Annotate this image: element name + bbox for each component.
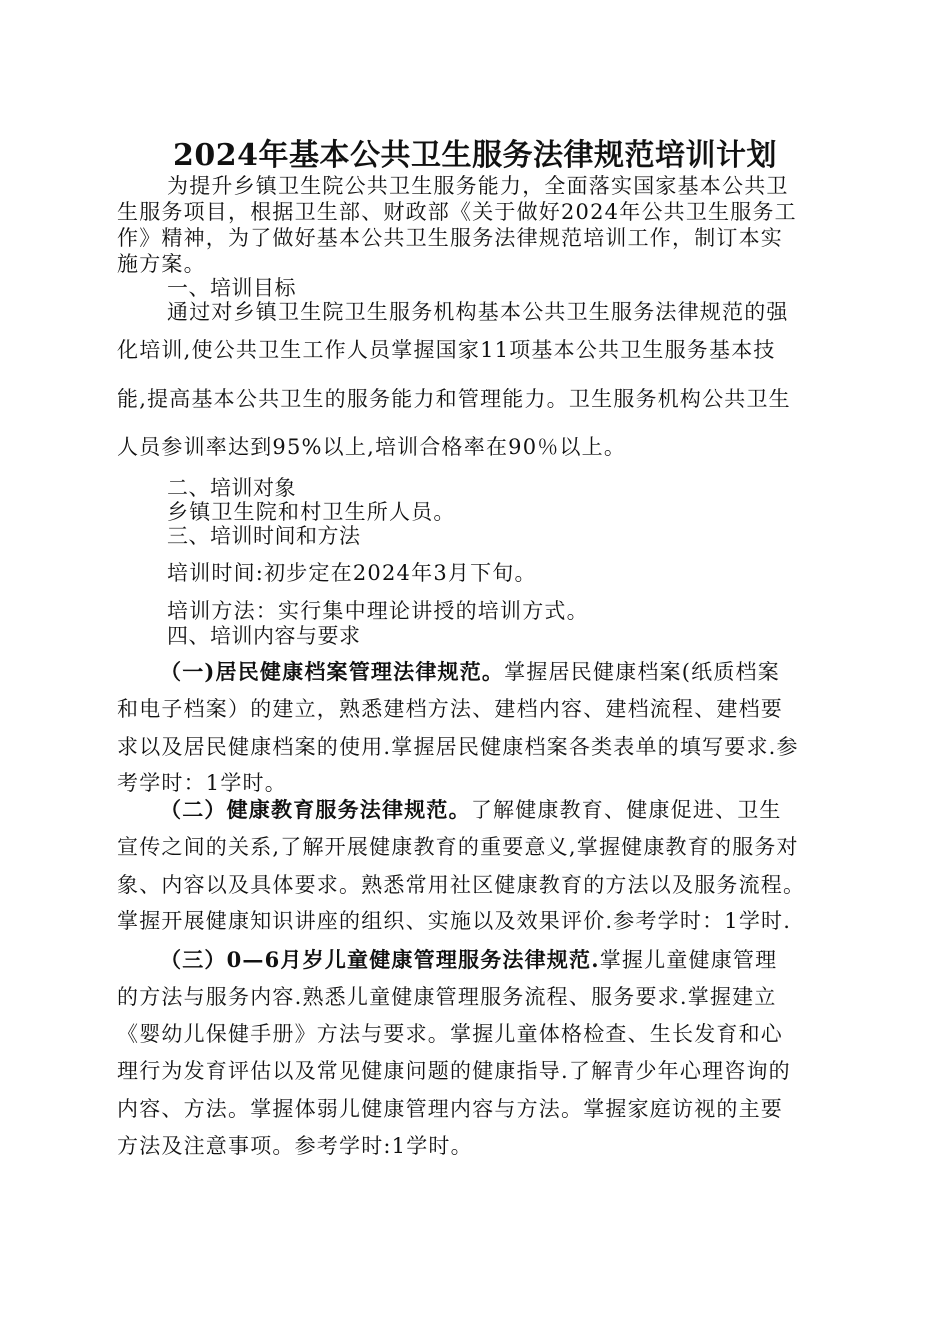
paragraph-line: 《婴幼儿保健手册》方法与要求。掌握儿童体格检查、生长发育和心 [117,1022,783,1046]
paragraph-line: 化培训,使公共卫生工作人员掌握国家11项基本公共卫生服务基本技 [117,338,776,362]
section-heading: 四、培训内容与要求 [167,624,361,648]
paragraph-line: 宣传之间的关系,了解开展健康教育的重要意义,掌握健康教育的服务对 [117,835,799,859]
item-text: 了解健康教育、健康促进、卫生 [470,798,782,822]
document-title: 2024年基本公共卫生服务法律规范培训计划 [173,138,777,173]
section-heading: 一、培训目标 [167,276,296,300]
paragraph-line: 求以及居民健康档案的使用.掌握居民健康档案各类表单的填写要求.参 [117,735,799,759]
intro-line: 为提升乡镇卫生院公共卫生服务能力，全面落实国家基本公共卫 [167,174,789,198]
item-title: （一)居民健康档案管理法律规范。 [160,659,505,684]
item-first-line [160,661,780,683]
item-title: （三）0—6月岁儿童健康管理服务法律规范. [160,947,600,972]
paragraph-line: 理行为发育评估以及常见健康问题的健康指导.了解青少年心理咨询的 [117,1059,791,1083]
paragraph-line: 方法及注意事项。参考学时:1学时。 [117,1134,473,1158]
paragraph-line: 通过对乡镇卫生院卫生服务机构基本公共卫生服务法律规范的强 [167,300,789,324]
paragraph-line: 乡镇卫生院和村卫生所人员。 [167,500,456,524]
intro-line: 施方案。 [117,252,206,276]
paragraph-line: 象、内容以及具体要求。熟悉常用社区健康教育的方法以及服务流程。 [117,873,806,897]
paragraph-line: 能,提高基本公共卫生的服务能力和管理能力。卫生服务机构公共卫生 [117,387,791,411]
section-heading: 三、培训时间和方法 [167,524,361,548]
item-text: 掌握居民健康档案(纸质档案 [504,660,780,684]
item-text: 掌握儿童健康管理 [599,948,778,972]
paragraph-line: 和电子档案）的建立，熟悉建档方法、建档内容、建档流程、建档要 [117,697,783,721]
section-heading: 二、培训对象 [167,476,296,500]
paragraph-line: 培训时间:初步定在2024年3月下旬。 [167,561,537,585]
paragraph-line: 培训方法：实行集中理论讲授的培训方式。 [167,599,589,623]
item-first-line [160,799,782,821]
intro-line: 作》精神，为了做好基本公共卫生服务法律规范培训工作，制订本实 [117,226,783,250]
paragraph-line: 人员参训率达到95%以上,培训合格率在90％以上。 [117,435,627,459]
paragraph-line: 考学时：1学时。 [117,771,287,795]
item-title: （二）健康教育服务法律规范。 [160,797,471,822]
paragraph-line: 的方法与服务内容.熟悉儿童健康管理服务流程、服务要求.掌握建立 [117,985,777,1009]
intro-line: 生服务项目，根据卫生部、财政部《关于做好2024年公共卫生服务工 [117,200,797,224]
paragraph-line: 掌握开展健康知识讲座的组织、实施以及效果评价.参考学时：1学时. [117,909,792,933]
paragraph-line: 内容、方法。掌握体弱儿健康管理内容与方法。掌握家庭访视的主要 [117,1097,783,1121]
item-first-line [160,949,777,971]
